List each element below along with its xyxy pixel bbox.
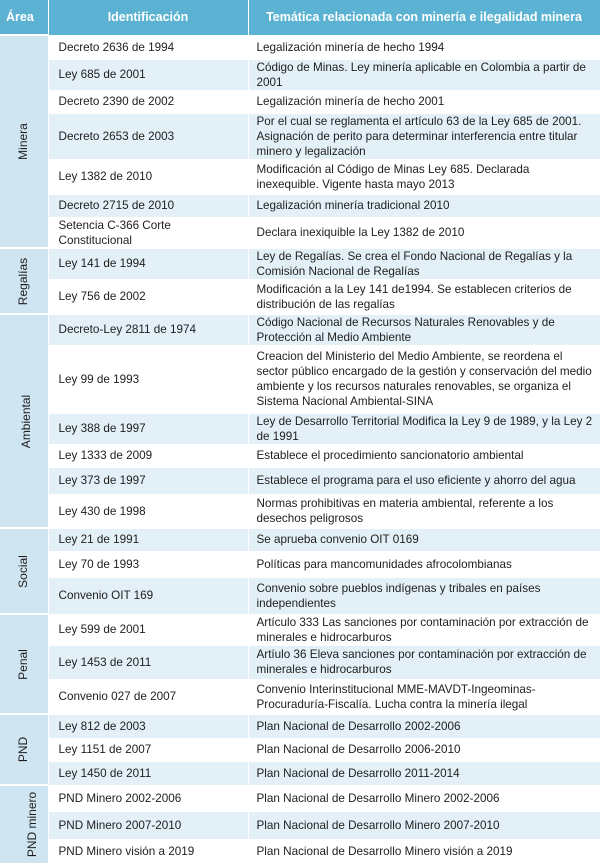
table-row xyxy=(0,577,600,614)
header-tematica: Temática relacionada con minería e ilegalidad minera xyxy=(248,0,600,35)
tematica-cell: Plan Nacional de Desarrollo 2006-2010 xyxy=(248,738,600,761)
table-row xyxy=(0,714,600,738)
tematica-cell: Plan Nacional de Desarrollo Minero 2007-2010 xyxy=(248,811,600,839)
identificacion-cell: Ley 21 de 1991 xyxy=(48,528,248,551)
table-row xyxy=(0,113,600,159)
tematica-cell: Artíulo 36 Eleva sanciones por contaminación por extracción de minerales e hidrocarburos xyxy=(248,645,600,679)
tematica-cell: Normas prohibitivas en materia ambiental, referente a los desechos peligrosos xyxy=(248,494,600,528)
area-label: Minera xyxy=(16,123,31,160)
area-label: Regalías xyxy=(16,257,31,305)
table-row xyxy=(0,314,600,345)
area-cell xyxy=(0,248,48,314)
tematica-cell: Código Nacional de Recursos Naturales Renovables y de Protección al Medio Ambiente xyxy=(248,314,600,345)
table-row xyxy=(0,59,600,90)
header-identificacion: Identificación xyxy=(48,0,248,35)
table-row xyxy=(0,679,600,714)
table-row xyxy=(0,217,600,248)
table-row xyxy=(0,785,600,811)
table-row xyxy=(0,645,600,679)
identificacion-cell: Decreto 2636 de 1994 xyxy=(48,35,248,59)
identificacion-cell: Decreto 2653 de 2003 xyxy=(48,113,248,159)
identificacion-cell: PND Minero visión a 2019 xyxy=(48,839,248,863)
table-row xyxy=(0,248,600,279)
area-cell xyxy=(0,35,48,248)
area-cell xyxy=(0,714,48,785)
identificacion-cell: Ley 599 de 2001 xyxy=(48,614,248,645)
identificacion-cell: Decreto 2390 de 2002 xyxy=(48,90,248,113)
tematica-cell: Declara inexiquible la Ley 1382 de 2010 xyxy=(248,217,600,248)
identificacion-cell: Ley 1450 de 2011 xyxy=(48,761,248,785)
tematica-cell: Convenio Interinstitucional MME-MAVDT-Ingeominas-Procuraduría-Fiscalía. Lucha contra la minería ilegal xyxy=(248,679,600,714)
table-row xyxy=(0,839,600,863)
identificacion-cell: Ley 388 de 1997 xyxy=(48,413,248,444)
identificacion-cell: Setencia C-366 Corte Constitucional xyxy=(48,217,248,248)
identificacion-cell: Decreto 2715 de 2010 xyxy=(48,194,248,217)
table-body xyxy=(0,35,600,863)
identificacion-cell: Decreto-Ley 2811 de 1974 xyxy=(48,314,248,345)
identificacion-cell: PND Minero 2002-2006 xyxy=(48,785,248,811)
tematica-cell: Establece el programa para el uso eficiente y ahorro del agua xyxy=(248,467,600,494)
tematica-cell: Modificación al Código de Minas Ley 685. Declarada inexequible. Vigente hasta mayo 2013 xyxy=(248,159,600,194)
table-row xyxy=(0,444,600,467)
table-row xyxy=(0,35,600,59)
tematica-cell: Creacion del Ministerio del Medio Ambiente, se reordena el sector público encargado de la gestión y conservación del medio ambiente y los recursos naturales renovables, se organiza el Sistema Nacional Ambiental-SINA xyxy=(248,345,600,413)
table-row xyxy=(0,345,600,413)
identificacion-cell: Ley 99 de 1993 xyxy=(48,345,248,413)
table-row xyxy=(0,467,600,494)
table-row xyxy=(0,90,600,113)
identificacion-cell: Convenio OIT 169 xyxy=(48,577,248,614)
tematica-cell: Legalización minería tradicional 2010 xyxy=(248,194,600,217)
identificacion-cell: Ley 812 de 2003 xyxy=(48,714,248,738)
tematica-cell: Código de Minas. Ley minería aplicable en Colombia a partir de 2001 xyxy=(248,59,600,90)
identificacion-cell: Ley 1453 de 2011 xyxy=(48,645,248,679)
tematica-cell: Legalización minería de hecho 1994 xyxy=(248,35,600,59)
identificacion-cell: Ley 1151 de 2007 xyxy=(48,738,248,761)
tematica-cell: Ley de Desarrollo Territorial Modifica la Ley 9 de 1989, y la Ley 2 de 1991 xyxy=(248,413,600,444)
table-row xyxy=(0,551,600,577)
identificacion-cell: Ley 756 de 2002 xyxy=(48,279,248,314)
tematica-cell: Legalización minería de hecho 2001 xyxy=(248,90,600,113)
table-row xyxy=(0,194,600,217)
table-header-row xyxy=(0,0,600,35)
identificacion-cell: Ley 141 de 1994 xyxy=(48,248,248,279)
identificacion-cell: Ley 430 de 1998 xyxy=(48,494,248,528)
tematica-cell: Ley de Regalías. Se crea el Fondo Nacional de Regalías y la Comisión Nacional de Regalías xyxy=(248,248,600,279)
tematica-cell: Por el cual se reglamenta el artículo 63 de la Ley 685 de 2001. Asignación de perito para determinar interferencia entre titular minero y legalización xyxy=(248,113,600,159)
table-row xyxy=(0,279,600,314)
tematica-cell: Plan Nacional de Desarrollo Minero visión a 2019 xyxy=(248,839,600,863)
tematica-cell: Artículo 333 Las sanciones por contaminación por extracción de minerales e hidrocarburos xyxy=(248,614,600,645)
identificacion-cell: Ley 1333 de 2009 xyxy=(48,444,248,467)
area-label: PND minero xyxy=(25,791,40,858)
tematica-cell: Se aprueba convenio OIT 0169 xyxy=(248,528,600,551)
identificacion-cell: Ley 70 de 1993 xyxy=(48,551,248,577)
table-row xyxy=(0,614,600,645)
table-row xyxy=(0,494,600,528)
tematica-cell: Políticas para mancomunidades afrocolombianas xyxy=(248,551,600,577)
header-area: Área xyxy=(0,0,48,35)
tematica-cell: Convenio sobre pueblos indígenas y tribales en países independientes xyxy=(248,577,600,614)
tematica-cell: Plan Nacional de Desarrollo Minero 2002-2006 xyxy=(248,785,600,811)
area-label: Ambiental xyxy=(19,394,34,448)
identificacion-cell: Ley 373 de 1997 xyxy=(48,467,248,494)
identificacion-cell: Ley 685 de 2001 xyxy=(48,59,248,90)
identificacion-cell: Convenio 027 de 2007 xyxy=(48,679,248,714)
tematica-cell: Plan Nacional de Desarrollo 2002-2006 xyxy=(248,714,600,738)
table-row xyxy=(0,738,600,761)
area-cell xyxy=(0,528,48,614)
tematica-cell: Establece el procedimiento sancionatorio ambiental xyxy=(248,444,600,467)
identificacion-cell: Ley 1382 de 2010 xyxy=(48,159,248,194)
area-cell xyxy=(0,614,48,714)
identificacion-cell: PND Minero 2007-2010 xyxy=(48,811,248,839)
area-label: Penal xyxy=(16,648,31,680)
tematica-cell: Plan Nacional de Desarrollo 2011-2014 xyxy=(248,761,600,785)
area-label: PND xyxy=(16,736,31,763)
table-row xyxy=(0,528,600,551)
table-row xyxy=(0,761,600,785)
table-row xyxy=(0,413,600,444)
area-cell xyxy=(0,314,48,528)
area-label: Social xyxy=(16,554,31,588)
area-cell xyxy=(0,785,48,863)
tematica-cell: Modificación a la Ley 141 de1994. Se establecen criterios de distribución de las regalías xyxy=(248,279,600,314)
table-row xyxy=(0,159,600,194)
